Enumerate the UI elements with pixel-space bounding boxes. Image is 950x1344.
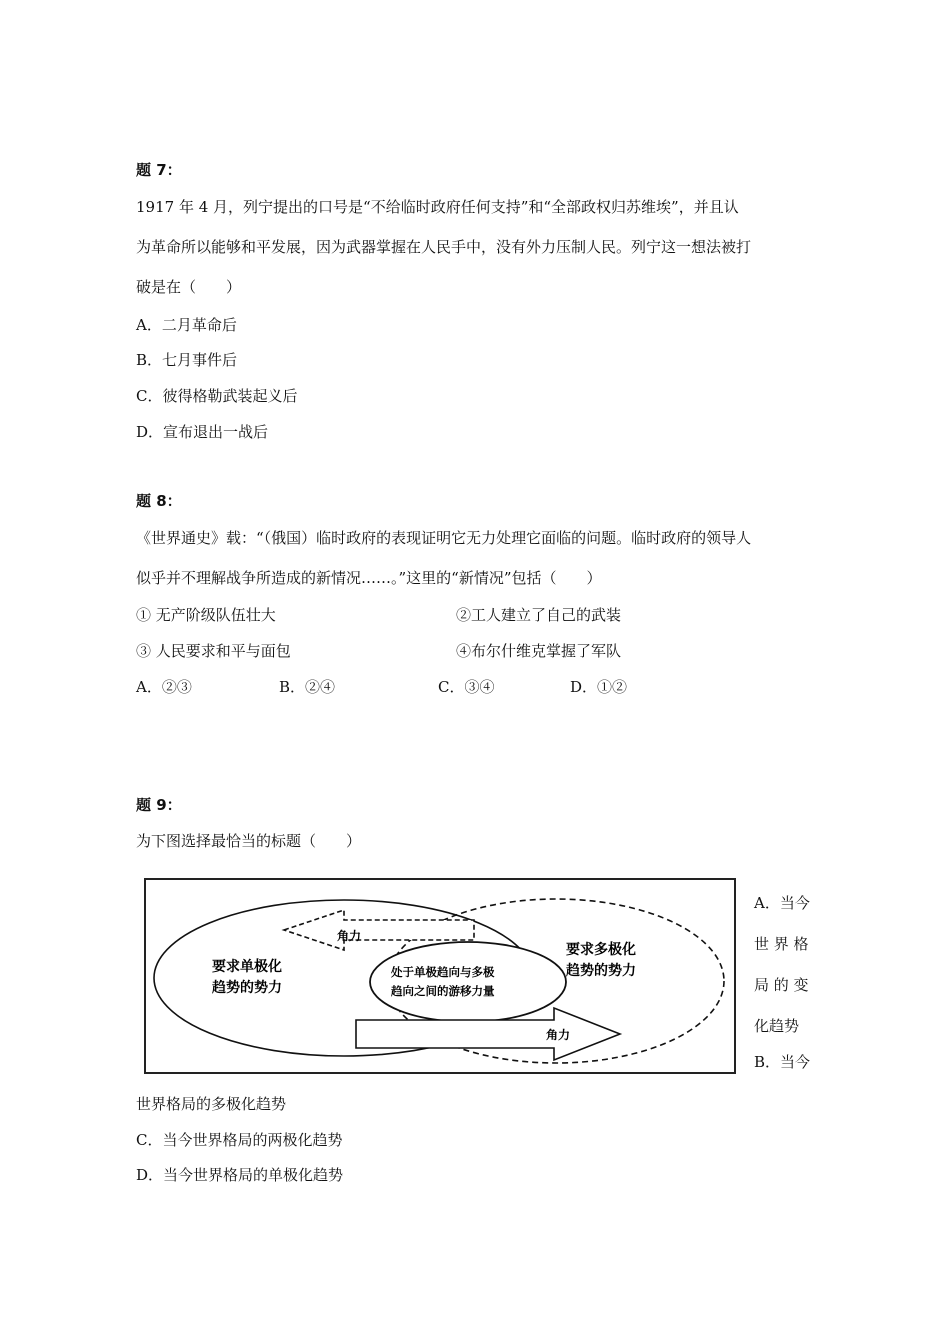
multipolar-label-line1: 要求多极化 bbox=[566, 942, 636, 958]
q7-option-d: D．宣布退出一战后 bbox=[136, 423, 269, 441]
q9-option-b-cont: 世界格局的多极化趋势 bbox=[136, 1095, 287, 1113]
q7-option-a: A．二月革命后 bbox=[136, 316, 237, 334]
q9-prompt: 为下图选择最恰当的标题（ ） bbox=[136, 832, 362, 850]
q8-option-d: D．①② bbox=[570, 678, 628, 696]
q9-option-b-start: B．当今 bbox=[754, 1053, 811, 1071]
swing-force-ellipse bbox=[370, 942, 566, 1022]
q8-item-4: ④布尔什维克掌握了军队 bbox=[456, 642, 622, 660]
swing-force-label-line2: 趋向之间的游移力量 bbox=[391, 984, 495, 998]
q8-option-b: B．②④ bbox=[279, 678, 336, 696]
bottom-arrow-label: 角力 bbox=[546, 1028, 571, 1042]
q8-stem-line1: 《世界通史》载：“（俄国）临时政府的表现证明它无力处理它面临的问题。临时政府的领导人 bbox=[136, 529, 752, 547]
q8-option-a: A．②③ bbox=[136, 678, 192, 696]
q9-option-a-line4: 化趋势 bbox=[754, 1017, 800, 1035]
q8-item-1: ① 无产阶级队伍壮大 bbox=[136, 606, 276, 624]
world-pattern-diagram bbox=[144, 878, 736, 1074]
top-arrow-label: 角力 bbox=[337, 929, 362, 943]
q9-option-a-line3: 局 的 变 bbox=[754, 976, 809, 994]
q8-item-2: ②工人建立了自己的武装 bbox=[456, 606, 622, 624]
q9-option-d: D．当今世界格局的单极化趋势 bbox=[136, 1166, 344, 1184]
q7-heading: 题 7： bbox=[136, 161, 182, 179]
q8-item-3: ③ 人民要求和平与面包 bbox=[136, 642, 291, 660]
q9-option-a-line2: 世 界 格 bbox=[754, 935, 809, 953]
q8-stem-line2: 似乎并不理解战争所造成的新情况……。”这里的“新情况”包括（ ） bbox=[136, 569, 602, 587]
q9-option-c: C．当今世界格局的两极化趋势 bbox=[136, 1131, 343, 1149]
unipolar-label-line1: 要求单极化 bbox=[212, 959, 282, 975]
q7-stem-line3: 破是在（ ） bbox=[136, 278, 242, 296]
q7-stem-line2: 为革命所以能够和平发展，因为武器掌握在人民手中，没有外力压制人民。列宁这一想法被打 bbox=[136, 238, 752, 256]
q7-option-b: B．七月事件后 bbox=[136, 351, 238, 369]
q8-heading: 题 8： bbox=[136, 492, 182, 510]
q7-option-c: C．彼得格勒武装起义后 bbox=[136, 387, 298, 405]
q7-stem-line1: 1917 年 4 月，列宁提出的口号是“不给临时政府任何支持”和“全部政权归苏维埃”，并且认 bbox=[136, 198, 739, 216]
multipolar-label-line2: 趋势的势力 bbox=[566, 963, 636, 979]
q9-heading: 题 9： bbox=[136, 796, 182, 814]
q9-option-a-line1: A．当今 bbox=[754, 894, 810, 912]
unipolar-label-line2: 趋势的势力 bbox=[212, 980, 282, 996]
swing-force-label-line1: 处于单极趋向与多极 bbox=[391, 965, 495, 979]
q8-option-c: C．③④ bbox=[438, 678, 495, 696]
